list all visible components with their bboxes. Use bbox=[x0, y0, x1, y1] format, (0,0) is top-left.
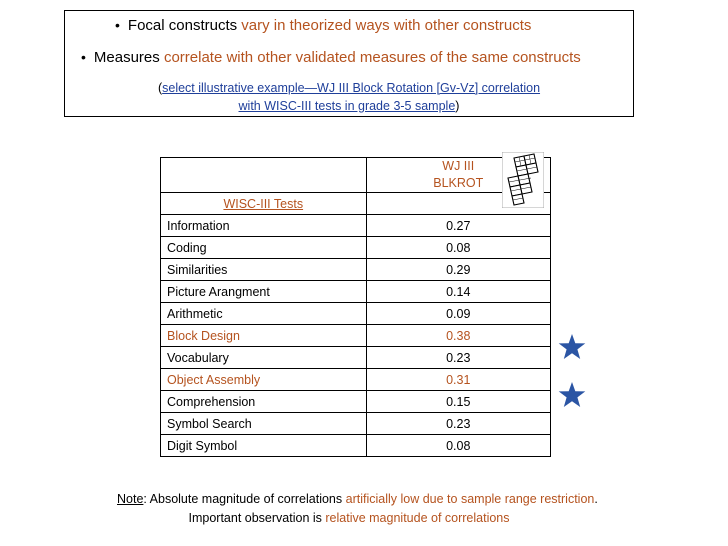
bullet2-accent: correlate with other validated measures of the same constructs bbox=[163, 49, 581, 66]
note-label: Note bbox=[117, 492, 144, 506]
example-close-paren: ) bbox=[455, 99, 460, 113]
test-name: Similarities bbox=[161, 259, 367, 281]
correlation-value: 0.23 bbox=[366, 347, 550, 369]
note-accent-2: relative magnitude of correlations bbox=[325, 511, 510, 525]
correlation-value: 0.31 bbox=[366, 369, 550, 391]
test-name: Symbol Search bbox=[161, 413, 367, 435]
correlation-value: 0.23 bbox=[366, 413, 550, 435]
table-row bbox=[161, 435, 551, 457]
example-link-2[interactable]: with WISC-III tests in grade 3-5 sample bbox=[238, 99, 456, 113]
correlation-value: 0.27 bbox=[366, 215, 550, 237]
test-name: Object Assembly bbox=[161, 369, 367, 391]
example-line-2 bbox=[65, 97, 633, 116]
bullet-measures bbox=[81, 49, 581, 66]
test-name: Picture Arangment bbox=[161, 281, 367, 303]
test-name: Coding bbox=[161, 237, 367, 259]
summary-box bbox=[64, 10, 634, 117]
test-name: Comprehension bbox=[161, 391, 367, 413]
correlation-table bbox=[160, 157, 551, 457]
column-header-cell bbox=[366, 158, 550, 193]
star-icon bbox=[558, 382, 586, 408]
example-link-1[interactable]: select illustrative example—WJ III Block Rotation [Gv-Vz] correlation bbox=[162, 81, 541, 95]
table-header-row bbox=[161, 158, 551, 193]
correlation-value: 0.14 bbox=[366, 281, 550, 303]
row-header-cell bbox=[161, 193, 367, 215]
bullet2-plain: Measures bbox=[93, 49, 164, 66]
table-row bbox=[161, 281, 551, 303]
table-row-highlighted bbox=[161, 325, 551, 347]
block-rotation-icon bbox=[502, 152, 544, 208]
test-name: Digit Symbol bbox=[161, 435, 367, 457]
test-name: Arithmetic bbox=[161, 303, 367, 325]
bullet-focal-constructs bbox=[115, 17, 531, 34]
test-name: Block Design bbox=[161, 325, 367, 347]
table-row bbox=[161, 391, 551, 413]
note-line-1 bbox=[117, 492, 598, 506]
note-end-1: . bbox=[594, 492, 598, 506]
correlation-value: 0.08 bbox=[366, 237, 550, 259]
table-row bbox=[161, 347, 551, 369]
table-row bbox=[161, 303, 551, 325]
note-text-2: Important observation is bbox=[188, 511, 326, 525]
table-row bbox=[161, 215, 551, 237]
table-row bbox=[161, 413, 551, 435]
correlation-value: 0.09 bbox=[366, 303, 550, 325]
correlation-value: 0.15 bbox=[366, 391, 550, 413]
table-row bbox=[161, 237, 551, 259]
star-icon bbox=[558, 334, 586, 360]
correlation-value: 0.29 bbox=[366, 259, 550, 281]
note-text-1: : Absolute magnitude of correlations bbox=[143, 492, 346, 506]
note-line-2 bbox=[0, 511, 713, 525]
column-header-line1: WJ III bbox=[442, 159, 475, 173]
bullet-dot-icon: • bbox=[115, 17, 120, 33]
column-header-line2: BLKROT bbox=[433, 176, 484, 190]
table-subheader-row bbox=[161, 193, 551, 215]
header-blank-cell bbox=[161, 158, 367, 193]
row-header-label: WISC-III Tests bbox=[223, 196, 304, 211]
note-accent-1: artificially low due to sample range restriction bbox=[345, 492, 595, 506]
table-row-highlighted bbox=[161, 369, 551, 391]
correlation-value: 0.38 bbox=[366, 325, 550, 347]
bullet1-accent: vary in theorized ways with other constructs bbox=[241, 17, 532, 34]
bullet-dot-icon: • bbox=[81, 49, 86, 65]
bullet1-plain: Focal constructs bbox=[127, 17, 242, 34]
correlation-value: 0.08 bbox=[366, 435, 550, 457]
test-name: Vocabulary bbox=[161, 347, 367, 369]
example-open-paren: ( bbox=[157, 81, 163, 95]
example-line-1 bbox=[65, 79, 633, 98]
test-name: Information bbox=[161, 215, 367, 237]
table-row bbox=[161, 259, 551, 281]
